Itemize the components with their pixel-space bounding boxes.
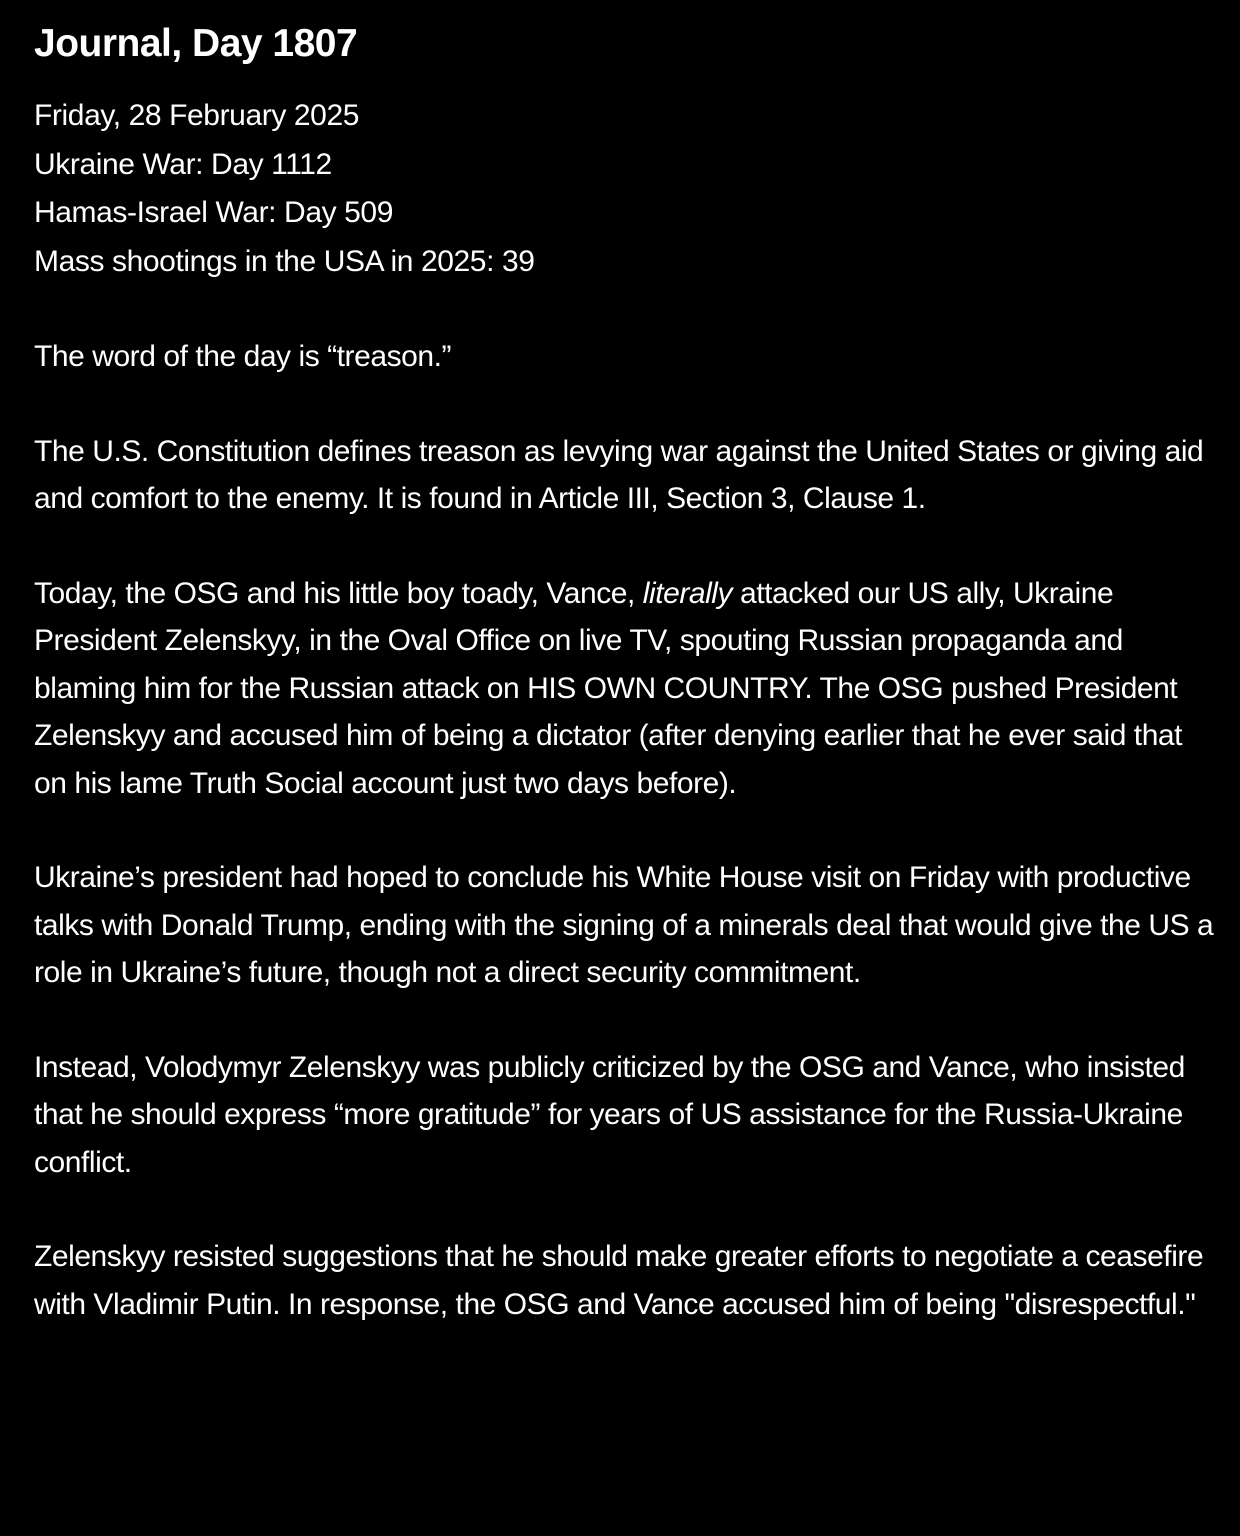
entry-meta bbox=[34, 92, 1214, 286]
white-house-visit-paragraph: Ukraine’s president had hoped to conclude his White House visit on Friday with productive talks with Donald Trump, ending with the signing of a minerals deal that would give the US a role in Ukraine’s future, though not a direct security commitment. bbox=[34, 861, 1214, 989]
mass-shootings-counter: Mass shootings in the USA in 2025: 39 bbox=[34, 244, 535, 278]
ukraine-war-counter: Ukraine War: Day 1112 bbox=[34, 147, 332, 181]
entry-date: Friday, 28 February 2025 bbox=[34, 99, 360, 132]
oval-office-paragraph bbox=[34, 570, 1214, 808]
word-of-day-paragraph: The word of the day is “treason.” bbox=[34, 340, 452, 373]
hamas-israel-war-counter: Hamas-Israel War: Day 509 bbox=[34, 196, 393, 229]
emphasis-literally: literally bbox=[642, 576, 733, 610]
oval-office-text-start: Today, the OSG and his little boy toady, Vance, bbox=[34, 576, 643, 610]
constitution-paragraph: The U.S. Constitution defines treason as levying war against the United States or giving aid and comfort to the enemy. It is found in Article III, Section 3, Clause 1. bbox=[34, 434, 1204, 515]
ceasefire-paragraph: Zelenskyy resisted suggestions that he should make greater efforts to negotiate a ceasefire with Vladimir Putin. In response, the OSG and Vance accused him of being "disrespectful." bbox=[34, 1240, 1204, 1321]
journal-page bbox=[34, 18, 1214, 1328]
page-title: Journal, Day 1807 bbox=[34, 22, 358, 65]
criticism-paragraph: Instead, Volodymyr Zelenskyy was publicly criticized by the OSG and Vance, who insisted that he should express “more gratitude” for years of US assistance for the Russia-Ukraine conflict. bbox=[34, 1050, 1185, 1179]
oval-office-text-end: attacked our US ally, Ukraine President Zelenskyy, in the Oval Office on live TV, spouting Russian propaganda and blaming him for the Russian attack on HIS OWN COUNTRY. The OSG pushed President Zelenskyy and accused him of being a dictator (after denying earlier that he ever said that on his lame Truth Social account just two days before). bbox=[34, 576, 1183, 800]
